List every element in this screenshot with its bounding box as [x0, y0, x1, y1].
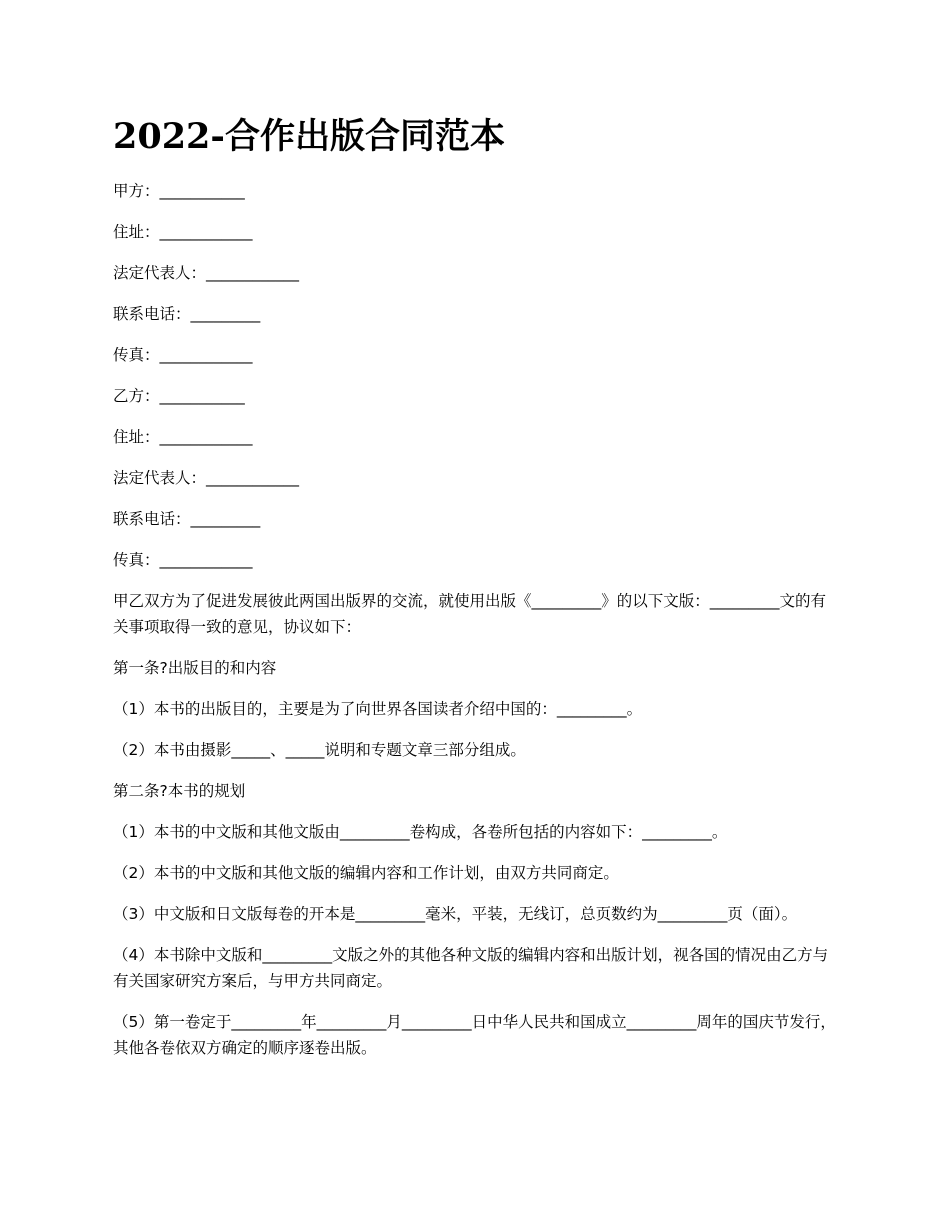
party-a-fax-field: 传真：____________	[113, 346, 253, 364]
party-a-representative-field: 法定代表人：____________	[113, 264, 300, 282]
article-1-clause-2: （2）本书由摄影_____、_____说明和专题文章三部分组成。	[113, 741, 526, 759]
party-a-field: 甲方：___________	[113, 182, 245, 200]
article-2-clause-3: （3）中文版和日文版每卷的开本是_________毫米，平装，无线订，总页数约为_________页（面）。	[113, 905, 798, 923]
preamble-paragraph: 甲乙双方为了促进发展彼此两国出版界的交流，就使用出版《_________》的以下文版：_________文的有关事项取得一致的意见，协议如下：	[113, 592, 827, 636]
party-b-field: 乙方：___________	[113, 387, 245, 405]
article-2-heading: 第二条?本书的规划	[113, 782, 246, 800]
party-b-address-field: 住址：____________	[113, 428, 253, 446]
party-b-representative-field: 法定代表人：____________	[113, 469, 300, 487]
party-a-address-field: 住址：____________	[113, 223, 253, 241]
party-b-fax-field: 传真：____________	[113, 551, 253, 569]
party-a-phone-field: 联系电话：_________	[113, 305, 261, 323]
article-2-clause-1: （1）本书的中文版和其他文版由_________卷构成，各卷所包括的内容如下：_________。	[113, 823, 728, 841]
article-2-clause-2: （2）本书的中文版和其他文版的编辑内容和工作计划，由双方共同商定。	[113, 864, 619, 882]
article-2-clause-4: （4）本书除中文版和_________文版之外的其他各种文版的编辑内容和出版计划，视各国的情况由乙方与有关国家研究方案后，与甲方共同商定。	[113, 946, 829, 990]
article-2-clause-5: （5）第一卷定于_________年_________月_________日中华人民共和国成立_________周年的国庆节发行，其他各卷依双方确定的顺序逐卷出版。	[113, 1013, 836, 1057]
document-title: 2022-合作出版合同范本	[113, 116, 505, 157]
contract-body	[113, 178, 838, 1076]
article-1-heading: 第一条?出版目的和内容	[113, 659, 277, 677]
party-b-phone-field: 联系电话：_________	[113, 510, 261, 528]
article-1-clause-1: （1）本书的出版目的，主要是为了向世界各国读者介绍中国的：_________。	[113, 700, 643, 718]
